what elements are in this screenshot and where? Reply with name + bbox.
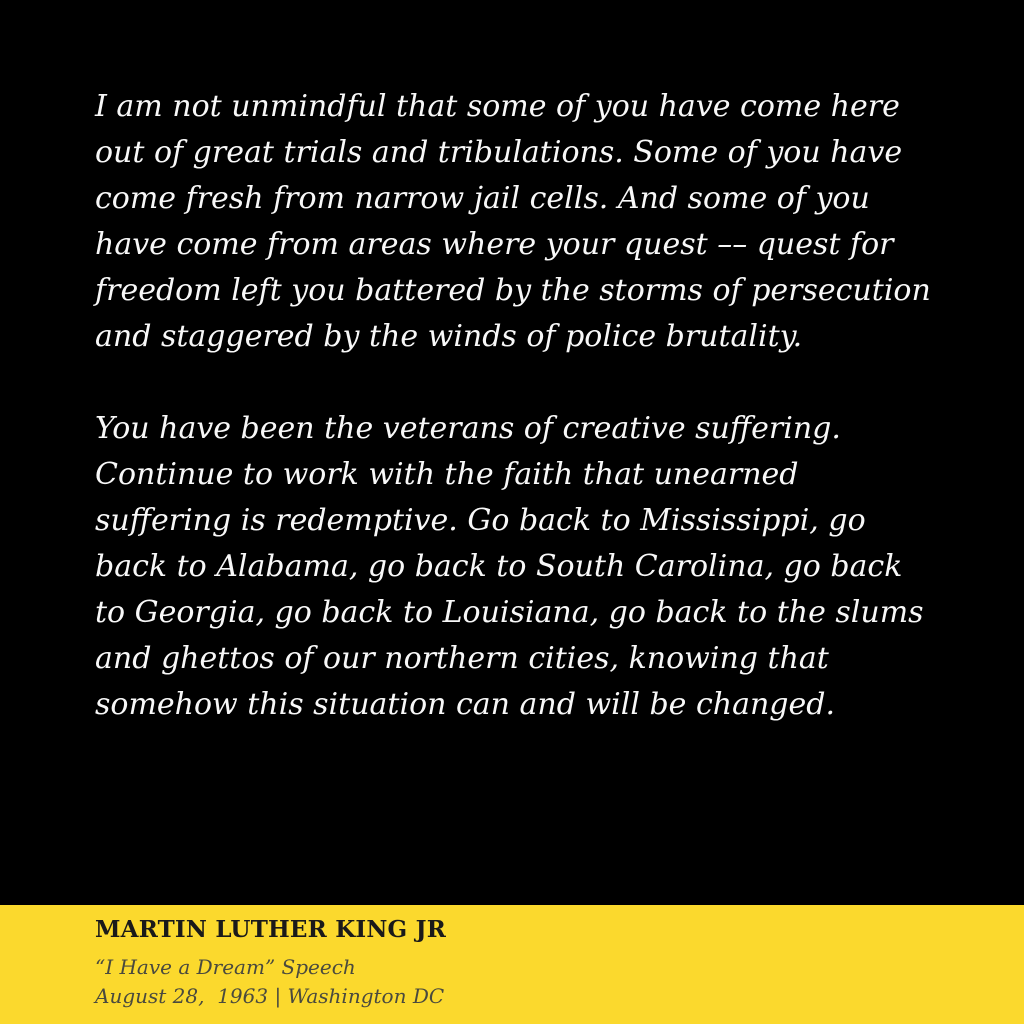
- quote-line: and staggered by the winds of police brutality.: [95, 319, 803, 354]
- quote-text-block: [95, 84, 969, 774]
- quote-line: and ghettos of our northern cities, knowing that: [95, 641, 829, 676]
- quote-line: You have been the veterans of creative suffering.: [95, 411, 841, 446]
- quote-paragraph-2: [95, 406, 969, 728]
- quote-line: out of great trials and tribulations. Some of you have: [95, 135, 903, 170]
- speech-title: “I Have a Dream” Speech: [95, 955, 356, 979]
- quote-line: I am not unmindful that some of you have come here: [95, 89, 900, 124]
- quote-line: freedom left you battered by the storms of persecution: [95, 273, 931, 308]
- quote-line: back to Alabama, go back to South Carolina, go back: [95, 549, 903, 584]
- author-name: MARTIN LUTHER KING JR: [95, 916, 447, 943]
- quote-paragraph-1: [95, 84, 969, 360]
- attribution-footer: [0, 905, 1024, 1024]
- quote-line: somehow this situation can and will be changed.: [95, 687, 835, 722]
- quote-line: have come from areas where your quest –– quest for: [95, 227, 894, 262]
- speech-date-location: August 28, 1963 | Washington DC: [95, 984, 445, 1008]
- quote-line: to Georgia, go back to Louisiana, go back to the slums: [95, 595, 924, 630]
- quote-line: suffering is redemptive. Go back to Mississippi, go: [95, 503, 866, 538]
- quote-line: come fresh from narrow jail cells. And some of you: [95, 181, 870, 216]
- quote-line: Continue to work with the faith that unearned: [95, 457, 799, 492]
